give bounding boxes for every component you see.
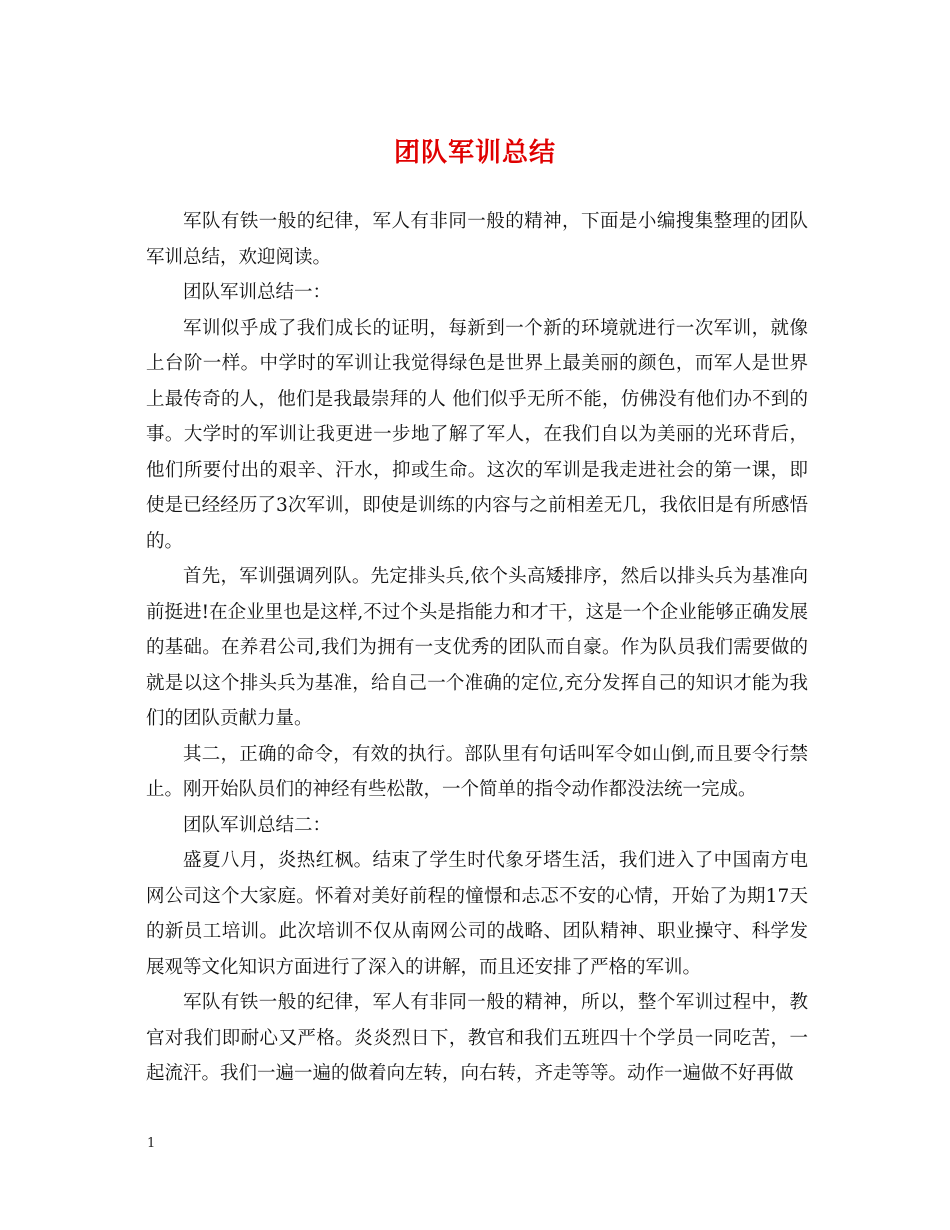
page-number: 1 <box>147 1136 156 1151</box>
document-body <box>146 204 808 1092</box>
body-paragraph: 首先，军训强调列队。先定排头兵,依个头高矮排序，然后以排头兵为基准向前挺进!在企业里也是这样,不过个头是指能力和才干，这是一个企业能够正确发展的基础。在养君公司,我们为拥有一支优秀的团队而自豪。作为队员我们需要做的就是以这个排头兵为基准，给自己一个准确的定位,充分发挥自己的知识才能为我们的团队贡献力量。 <box>146 566 808 729</box>
intro-paragraph: 军队有铁一般的纪律，军人有非同一般的精神，下面是小编搜集整理的团队军训总结，欢迎阅读。 <box>146 211 808 268</box>
section-heading-1: 团队军训总结一： <box>183 282 332 303</box>
body-paragraph: 军训似乎成了我们成长的证明，每新到一个新的环境就进行一次军训，就像上台阶一样。中学时的军训让我觉得绿色是世界上最美丽的颜色，而军人是世界上最传奇的人，他们是我最崇拜的人 他们似乎无所不能，仿佛没有他们办不到的事。大学时的军训让我更进一步地了解了军人，在我们自以为美丽的光环背后，他们所要付出的艰辛、汗水，抑或生命。这次的军训是我走进社会的第一课，即使是已经经历了3次军训，即使是训练的内容与之前相差无几，我依旧是有所感悟的。 <box>146 317 808 552</box>
document-title: 团队军训总结 <box>393 138 556 168</box>
body-paragraph: 其二，正确的命令，有效的执行。部队里有句话叫军令如山倒,而且要令行禁止。刚开始队员们的神经有些松散，一个简单的指令动作都没法统一完成。 <box>146 743 808 800</box>
body-paragraph: 盛夏八月，炎热红枫。结束了学生时代象牙塔生活，我们进入了中国南方电网公司这个大家庭。怀着对美好前程的憧憬和忐忑不安的心情，开始了为期17天的新员工培训。此次培训不仅从南网公司的战略、团队精神、职业操守、科学发展观等文化知识方面进行了深入的讲解，而且还安排了严格的军训。 <box>146 850 808 978</box>
section-heading-2: 团队军训总结二： <box>183 814 332 836</box>
body-paragraph: 军队有铁一般的纪律，军人有非同一般的精神，所以，整个军训过程中，教官对我们即耐心又严格。炎炎烈日下，教官和我们五班四十个学员一同吃苦，一起流汗。我们一遍一遍的做着向左转，向右转，齐走等等。动作一遍做不好再做 <box>146 992 808 1084</box>
